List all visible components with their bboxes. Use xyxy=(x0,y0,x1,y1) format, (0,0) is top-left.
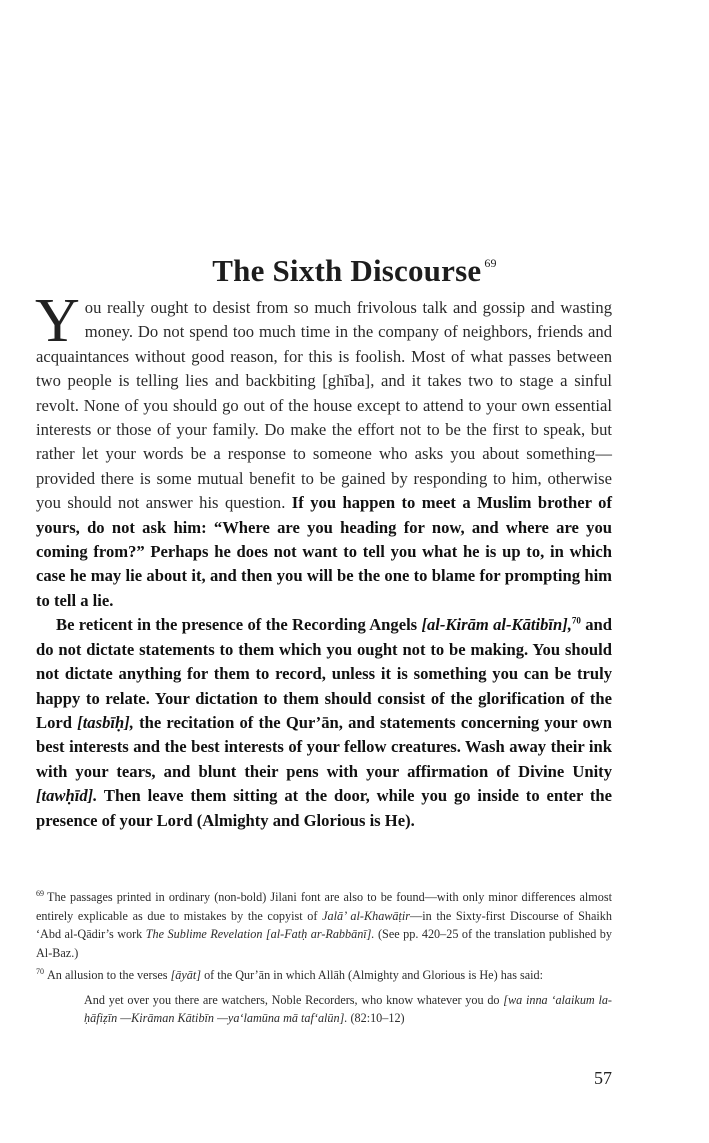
title-footnote-ref: 69 xyxy=(484,256,497,271)
paragraph-2-text-b: and do not dictate statements to them which you ought not to be making. You should not dictate anything for them to record, unless it is something you can be truly happy to relate. Your dictation to them should consist of the glorification of the Lord xyxy=(36,615,612,732)
footnotes xyxy=(36,888,612,1028)
paragraph-1 xyxy=(35,287,612,613)
footnote-69-text-a: The passages printed in ordinary (non-bold) Jilani font are also to be found—with only minor differences almost entirely explicable as due to mistakes by the copyist of xyxy=(36,890,612,923)
term-tawhid: [tawḥīd]. xyxy=(36,786,98,806)
term-tasbih: [tasbīḥ], xyxy=(77,712,134,732)
paragraph-1-regular-text: ou really ought to desist from so much frivolous talk and gossip and wasting money. Do not spend too much time in the company of neighbors, friends and acquaintances without good reason, for this is foolish. Most of what passes between two people is telling lies and backbiting [ghība], and it takes two to stage a sinful revolt. None of you should go out of the house except to attend to your own essential interests or those of your family. Do make the effort not to be the first to speak, but rather let your words be a response to someone who asks you about something—provided there is some mutual benefit to be gained by responding to him, otherwise you should not answer his question. xyxy=(36,298,612,513)
term-kiram-katibin: [al-Kirām al-Kātibīn], xyxy=(421,615,572,635)
footnote-70-term: [āyāt] xyxy=(170,968,202,982)
footnote-69-title-1: Jalā’ al-Khawāṭir xyxy=(322,908,411,923)
footnote-70-text-b: of the Qur’ān in which Allāh (Almighty and Glorious is He) has said: xyxy=(201,968,544,982)
footnote-70 xyxy=(36,966,612,985)
paragraph-2-text-d: Then leave them sitting at the door, while you go inside to enter the presence of your Lord (Almighty and Glorious is He). xyxy=(36,786,612,830)
discourse-body xyxy=(35,287,612,833)
footnote-69 xyxy=(36,888,612,962)
footnote-69-mark: 69 xyxy=(36,888,44,898)
footnote-70-text-a: An allusion to the verses xyxy=(47,968,171,982)
quote-text: And yet over you there are watchers, Noble Recorders, who know whatever you do xyxy=(84,992,504,1007)
drop-cap: Y xyxy=(35,287,80,355)
paragraph-2 xyxy=(36,613,612,833)
quote-transliteration: [wa inna ‘alaikum la-ḥāfiẓīn —Kirāman Kātibīn —ya‘lamūna mā taf‘alūn]. xyxy=(84,992,612,1025)
footnote-ref-70: 70 xyxy=(571,615,581,626)
footnote-69-title-2: The Sublime Revelation [al-Fatḥ ar-Rabbānī]. xyxy=(145,927,375,941)
title-text: The Sixth Discourse xyxy=(212,252,482,288)
footnote-70-mark: 70 xyxy=(36,966,44,976)
footnote-70-quote xyxy=(84,991,612,1028)
paragraph-2-text-c: the recitation of the Qur’ān, and statements concerning your own best interests and the best interests of your fellow creatures. Wash away their ink with your tears, and blunt their pens with your affirmation of Divine Unity xyxy=(36,712,612,781)
quote-reference: (82:10–12) xyxy=(347,1011,405,1025)
page-number: 57 xyxy=(594,1068,612,1088)
paragraph-1-bold-text: If you happen to meet a Muslim brother of yours, do not ask him: “Where are you heading for now, and where are you coming from?” Perhaps he does not want to tell you what he is up to, in which case he may lie about it, and then you will be the one to blame for prompting him to tell a lie. xyxy=(36,493,612,610)
paragraph-2-text-a: Be reticent in the presence of the Recording Angels xyxy=(56,615,422,635)
page-title xyxy=(0,253,709,289)
footnote-69-text-c: (See pp. 420–25 of the translation published by Al-Baz.) xyxy=(36,927,612,960)
footnote-69-text-b: —in the Sixty-first Discourse of Shaikh ‘Abd al-Qādir’s work xyxy=(36,908,612,941)
